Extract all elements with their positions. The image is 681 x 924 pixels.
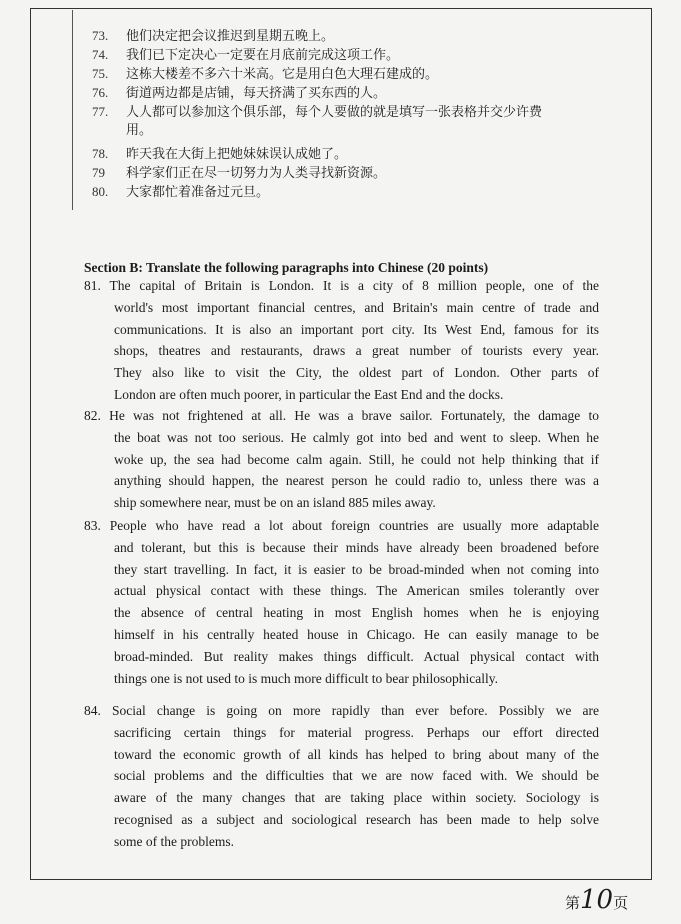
paragraph-line: 83. People who have read a lot about foreign countries are usually more adaptable bbox=[84, 518, 599, 533]
sentence-line bbox=[92, 163, 542, 182]
paragraph-line: the boat was not too serious. He calmly got into bed and went to sleep. When he bbox=[114, 429, 599, 445]
translation-paragraph bbox=[84, 700, 599, 853]
paragraph-line: shops, theatres and restaurants, draws a great number of tourists every year. bbox=[114, 343, 599, 359]
paragraph-line: actual physical contact with these things. The American smiles tolerantly over bbox=[114, 583, 599, 599]
sentence-text: 这栋大楼差不多六十米高。它是用白色大理石建成的。 bbox=[126, 67, 439, 82]
paragraph-line: communications. It is also an important port city. Its West End, famous for its bbox=[114, 321, 599, 337]
paragraph-line: London are often much poorer, in particular the East End and the docks. bbox=[114, 386, 504, 402]
sentence-line bbox=[92, 45, 542, 64]
page-number-suffix: 页 bbox=[613, 894, 629, 912]
paragraph-line: social problems and the difficulties that we are now faced with. We should be bbox=[114, 768, 599, 784]
paragraph-line: and tolerant, but this is because their minds have already been broadened before bbox=[114, 539, 599, 555]
item-number: 74. bbox=[92, 47, 109, 62]
paragraph-line: aware of the many changes that are taking place within society. Sociology is bbox=[114, 790, 599, 806]
paragraph-line: they start travelling. In fact, it is easier to be broad-minded when not coming into bbox=[114, 561, 599, 577]
sentence-line bbox=[92, 102, 542, 121]
paragraph-line: ship somewhere near, must be on an island 885 miles away. bbox=[114, 495, 436, 511]
section-b-heading: Section B: Translate the following paragraphs into Chinese (20 points) bbox=[84, 260, 489, 275]
margin-line bbox=[72, 10, 73, 210]
page-number-prefix: 第 bbox=[565, 894, 581, 912]
paragraph-line: 81. The capital of Britain is London. It is a city of 8 million people, one of the bbox=[84, 278, 599, 293]
page-number bbox=[565, 885, 628, 915]
sentence-line bbox=[92, 121, 542, 140]
paragraph-line: woke up, the sea had become calm again. Still, he could not help thinking that if bbox=[114, 451, 599, 467]
item-number: 79 bbox=[92, 165, 105, 180]
item-number: 76. bbox=[92, 85, 109, 100]
paragraph-line: recognised as a subject and sociological research has been made to help solve bbox=[114, 811, 599, 827]
sentence-text: 昨天我在大街上把她妹妹误认成她了。 bbox=[126, 147, 348, 162]
item-number: 78. bbox=[92, 146, 109, 161]
sentence-text: 他们决定把会议推迟到星期五晚上。 bbox=[126, 29, 335, 44]
item-number: 80. bbox=[92, 184, 109, 199]
sentence-text: 我们已下定决心一定要在月底前完成这项工作。 bbox=[126, 48, 400, 63]
sentence-line bbox=[92, 144, 542, 163]
sentence-line bbox=[92, 26, 542, 45]
paragraph-line: sacrificing certain things for material progress. Perhaps our effort directed bbox=[114, 724, 599, 740]
paragraph-line: some of the problems. bbox=[114, 833, 234, 849]
paragraph-line: broad-minded. But reality makes things difficult. Actual physical contact with bbox=[114, 648, 599, 664]
item-number: 77. bbox=[92, 104, 109, 119]
translation-paragraph bbox=[84, 275, 599, 406]
sentence-line bbox=[92, 182, 542, 201]
item-number: 73. bbox=[92, 28, 109, 43]
paragraph-line: things one is not used to is much more difficult to bear philosophically. bbox=[114, 670, 498, 686]
sentence-text: 用。 bbox=[126, 123, 153, 138]
paragraph-line: 84. Social change is going on more rapidly than ever before. Possibly we are bbox=[84, 703, 599, 718]
page-number-value: 10 bbox=[580, 885, 614, 915]
paragraph-line: world's most important financial centres, and Britain's main centre of trade and bbox=[114, 299, 599, 315]
item-number: 75. bbox=[92, 66, 109, 81]
translation-paragraph bbox=[84, 405, 599, 514]
paragraph-line: 82. He was not frightened at all. He was a brave sailor. Fortunately, the damage to bbox=[84, 408, 599, 423]
sentence-line bbox=[92, 83, 542, 102]
sentence-text: 大家都忙着准备过元旦。 bbox=[126, 185, 270, 200]
section-a-list bbox=[92, 26, 542, 201]
paragraph-line: anything should happen, the nearest person he could radio to, unless there was a bbox=[114, 473, 599, 489]
paragraph-line: toward the economic growth of all kinds has helped to bring about many of the bbox=[114, 746, 599, 762]
sentence-line bbox=[92, 64, 542, 83]
sentence-text: 科学家们正在尽一切努力为人类寻找新资源。 bbox=[126, 166, 387, 181]
sentence-text: 街道两边都是店铺，每天挤满了买东西的人。 bbox=[126, 86, 387, 101]
sentence-text: 人人都可以参加这个俱乐部，每个人要做的就是填写一张表格并交少许费 bbox=[126, 105, 543, 120]
translation-paragraph bbox=[84, 515, 599, 689]
paragraph-line: They also like to visit the City, the oldest part of London. Other parts of bbox=[114, 365, 599, 381]
paragraph-line: the absence of central heating in most English homes when he is enjoying bbox=[114, 605, 599, 621]
paragraph-line: himself in his centrally heated house in Chicago. He can easily manage to be bbox=[114, 626, 599, 642]
